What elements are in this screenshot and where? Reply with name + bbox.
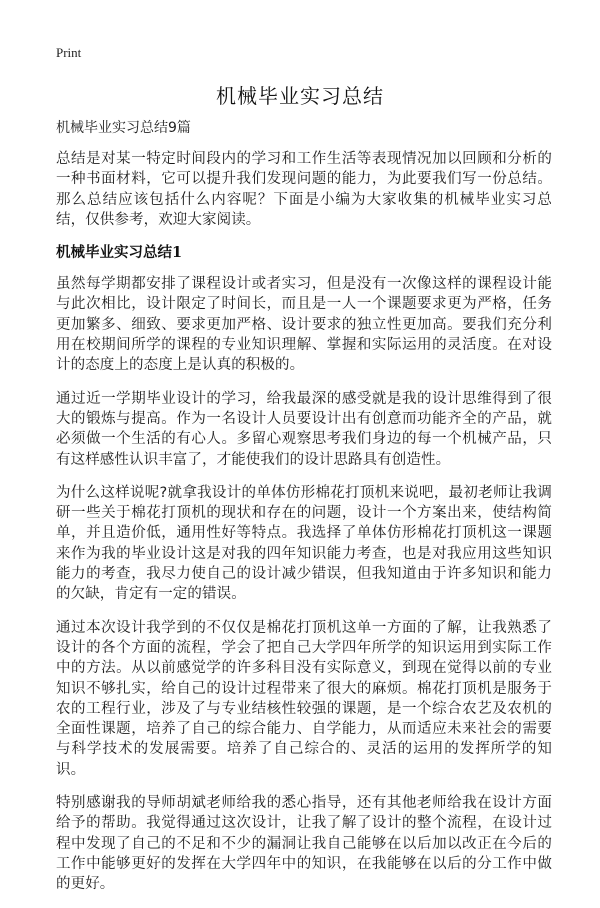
body-paragraph: 为什么这样说呢?就拿我设计的单体仿形棉花打顶机来说吧，最初老师让我调研一些关于棉花打顶机的现状和存在的问题，设计一个方案出来，使结构简单，并且造价低，通用性好等特点。我选择了单体仿形棉花打顶机这一课题来作为我的毕业设计这是对我的四年知识能力考查，也是对我应用这些知识能力的考查，我尽力使自己的设计减少错误，但我知道由于许多知识和能力的欠缺，肯定有一定的错误。 (56, 484, 552, 603)
body-paragraph: 通过本次设计我学到的不仅仅是棉花打顶机这单一方面的了解，让我熟悉了设计的各个方面的流程，学会了把自己大学四年所学的知识运用到实际工作中的方法。从以前感觉学的许多科目没有实际意义，到现在觉得以前的专业知识不够扎实，给自己的设计过程带来了很大的麻烦。棉花打顶机是服务于农的工程行业，涉及了与专业结核性较强的课题，是一个综合农艺及农机的全面性课题，培养了自己的综合能力、自学能力，从而适应未来社会的需要与科学技术的发展需要。培养了自己综合的、灵活的运用的发挥所学的知识。 (56, 619, 552, 778)
document-title: 机械毕业实习总结 (216, 84, 384, 108)
body-paragraph: 特别感谢我的导师胡斌老师给我的悉心指导，还有其他老师给我在设计方面给予的帮助。我觉得通过这次设计，让我了解了设计的整个流程，在设计过程中发现了自己的不足和不少的漏洞让我自己能够在以后加以改正在今后的工作中能够更好的发挥在大学四年中的知识，在我能够在以后的分工作中做的更好。 (56, 795, 552, 893)
document-body (56, 149, 552, 908)
body-paragraph: 通过近一学期毕业设计的学习，给我最深的感受就是我的设计思维得到了很大的锻炼与提高。作为一名设计人员要设计出有创意而功能齐全的产品，就必须做一个生活的有心人。多留心观察思考我们身边的每一个机械产品，只有这样感性认识丰富了，才能使我们的设计思路具有创造性。 (56, 390, 552, 468)
document-subtitle: 机械毕业实习总结9篇 (56, 120, 191, 136)
body-paragraph: 虽然每学期都安排了课程设计或者实习，但是没有一次像这样的课程设计能与此次相比，设计限定了时间长，而且是一人一个课题要求更为严格，任务更加繁多、细致、要求更加严格、设计要求的独立性更加高。要我们充分利用在校期间所学的课程的专业知识理解、掌握和实际运用的灵活度。在对设计的态度上的态度上是认真的积极的。 (56, 276, 552, 374)
section-heading: 机械毕业实习总结1 (56, 244, 183, 262)
print-link[interactable]: Print (56, 45, 82, 60)
intro-paragraph: 总结是对某一特定时间段内的学习和工作生活等表现情况加以回顾和分析的一种书面材料，它可以提升我们发现问题的能力，为此要我们写一份总结。那么总结应该包括什么内容呢？下面是小编为大家收集的机械毕业实习总结，仅供参考，欢迎大家阅读。 (56, 151, 552, 228)
